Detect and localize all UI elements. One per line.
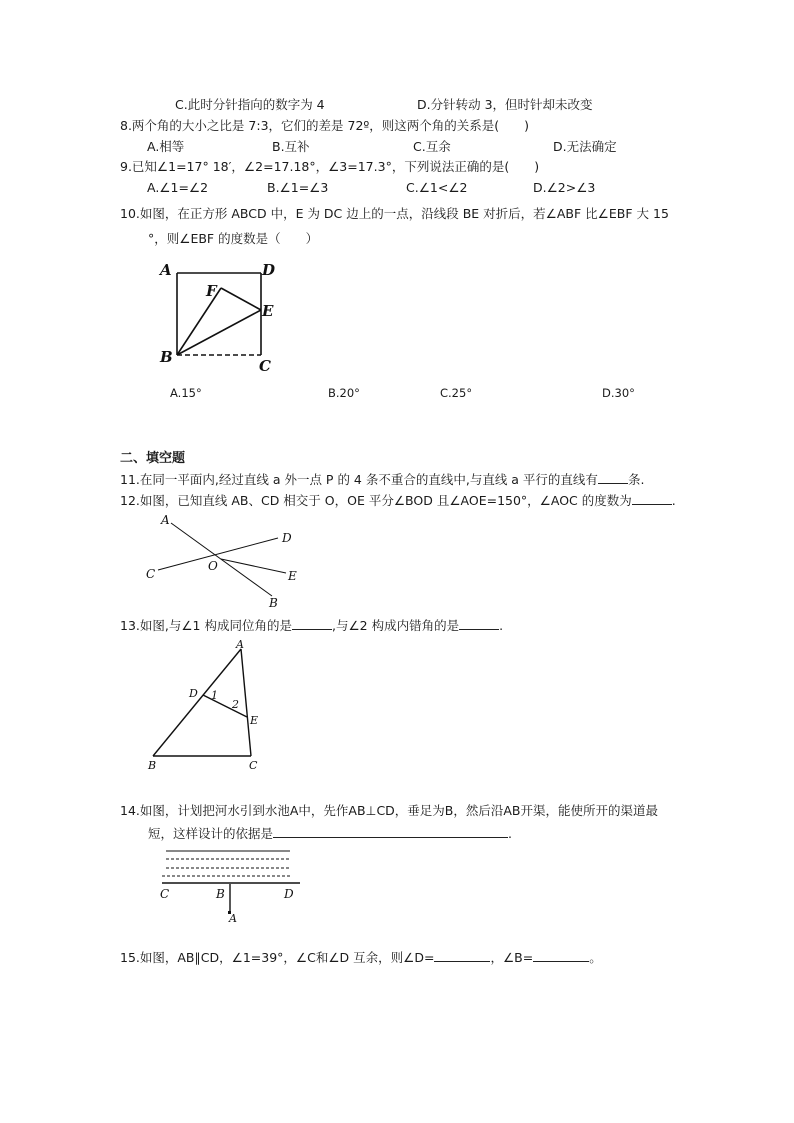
q14-label-a: A bbox=[229, 912, 237, 925]
q13-label-c: C bbox=[249, 759, 258, 772]
q12-answer-blank[interactable] bbox=[632, 492, 672, 505]
q10-option-c: C.25° bbox=[440, 386, 473, 400]
q8-option-a: A.相等 bbox=[147, 139, 185, 154]
q15-stem-mid: ，∠B= bbox=[490, 950, 534, 965]
q12-label-c: C bbox=[146, 567, 156, 581]
q10-label-b: B bbox=[160, 348, 173, 366]
q11-stem: 11.在同一平面内,经过直线 a 外一点 P 的 4 条不重合的直线中,与直线 a 平行的直线有 bbox=[120, 472, 598, 487]
q11-question bbox=[120, 471, 644, 488]
q10-label-d: D bbox=[262, 261, 276, 279]
q11-answer-blank[interactable] bbox=[598, 471, 628, 484]
q13-label-a: A bbox=[236, 638, 244, 651]
q14-label-b: B bbox=[216, 887, 225, 901]
q14-river-lines bbox=[162, 851, 300, 913]
q13-label-e: E bbox=[250, 714, 259, 727]
section-title: 二、填空题 bbox=[120, 451, 186, 466]
q12-label-a: A bbox=[161, 513, 170, 527]
q10-option-d: D.30° bbox=[602, 386, 635, 400]
q14-stem-line1: 14.如图，计划把河水引到水池A中，先作AB⊥CD，垂足为B，然后沿AB开渠，能使所开的渠道最 bbox=[120, 803, 659, 818]
q13-label-1: 1 bbox=[211, 689, 218, 702]
q9-option-b: B.∠1=∠3 bbox=[267, 180, 329, 195]
q7-option-c: C.此时分针指向的数字为 4 bbox=[175, 97, 325, 112]
q8-option-b: B.互补 bbox=[272, 139, 310, 154]
q10-stem-line2: °，则∠EBF 的度数是（ ） bbox=[148, 231, 319, 246]
q12-intersecting-lines-figure bbox=[140, 510, 310, 610]
q12-stem-end: . bbox=[671, 493, 676, 508]
q12-label-e: E bbox=[288, 569, 297, 583]
q13-label-d: D bbox=[189, 687, 198, 700]
q13-stem: 13.如图,与∠1 构成同位角的是 bbox=[120, 618, 292, 633]
q12-label-d: D bbox=[282, 531, 292, 545]
q14-stem-line2: 短，这样设计的依据是 bbox=[148, 826, 274, 841]
q13-answer-blank-1[interactable] bbox=[292, 617, 332, 630]
q14-answer-blank[interactable] bbox=[273, 825, 508, 838]
q14-question-line2 bbox=[148, 825, 512, 842]
q12-label-o: O bbox=[208, 559, 218, 573]
q15-question bbox=[120, 949, 602, 966]
q8-option-d: D.无法确定 bbox=[553, 139, 617, 154]
q12-stem: 12.如图，已知直线 AB、CD 相交于 O，OE 平分∠BOD 且∠AOE=150°，∠AOC 的度数为 bbox=[120, 493, 632, 508]
q9-option-a: A.∠1=∠2 bbox=[147, 180, 209, 195]
q10-label-e: E bbox=[262, 302, 274, 320]
q13-stem-end: . bbox=[499, 618, 504, 633]
q9-option-d: D.∠2>∠3 bbox=[533, 180, 596, 195]
q9-stem: 9.已知∠1=17° 18′，∠2=17.18°，∠3=17.3°，下列说法正确的是( ) bbox=[120, 159, 540, 174]
q13-label-2: 2 bbox=[232, 698, 239, 711]
q13-triangle-figure bbox=[140, 638, 280, 773]
q10-option-b: B.20° bbox=[328, 386, 360, 400]
q11-stem-end: 条. bbox=[627, 472, 645, 487]
q13-stem-mid: ,与∠2 构成内错角的是 bbox=[332, 618, 460, 633]
q7-option-d: D.分针转动 3，但时针却未改变 bbox=[417, 97, 593, 112]
q15-stem-end: 。 bbox=[589, 950, 602, 965]
q13-label-b: B bbox=[148, 759, 157, 772]
q15-answer-blank-2[interactable] bbox=[533, 949, 589, 962]
q12-label-b: B bbox=[269, 596, 278, 610]
q10-label-a: A bbox=[160, 261, 172, 279]
q10-option-a: A.15° bbox=[170, 386, 202, 400]
q10-label-f: F bbox=[206, 282, 217, 300]
q13-answer-blank-2[interactable] bbox=[459, 617, 499, 630]
q15-stem: 15.如图，AB∥CD，∠1=39°，∠C和∠D 互余，则∠D= bbox=[120, 950, 435, 965]
q8-option-c: C.互余 bbox=[413, 139, 451, 154]
q10-stem-line1: 10.如图，在正方形 ABCD 中，E 为 DC 边上的一点，沿线段 BE 对折后，若∠ABF 比∠EBF 大 15 bbox=[120, 206, 669, 221]
q9-option-c: C.∠1<∠2 bbox=[406, 180, 468, 195]
q14-river-figure bbox=[160, 845, 310, 925]
q12-lines bbox=[158, 523, 286, 596]
q12-question bbox=[120, 492, 676, 509]
q15-answer-blank-1[interactable] bbox=[434, 949, 490, 962]
q13-question bbox=[120, 617, 503, 634]
q10-square-figure bbox=[150, 258, 290, 378]
q10-lines bbox=[177, 273, 261, 355]
q8-stem: 8.两个角的大小之比是 7:3，它们的差是 72º，则这两个角的关系是( ) bbox=[120, 118, 530, 133]
q14-label-c: C bbox=[160, 887, 170, 901]
q10-label-c: C bbox=[259, 357, 271, 375]
q14-label-d: D bbox=[284, 887, 294, 901]
q14-stem-end: . bbox=[508, 826, 512, 841]
